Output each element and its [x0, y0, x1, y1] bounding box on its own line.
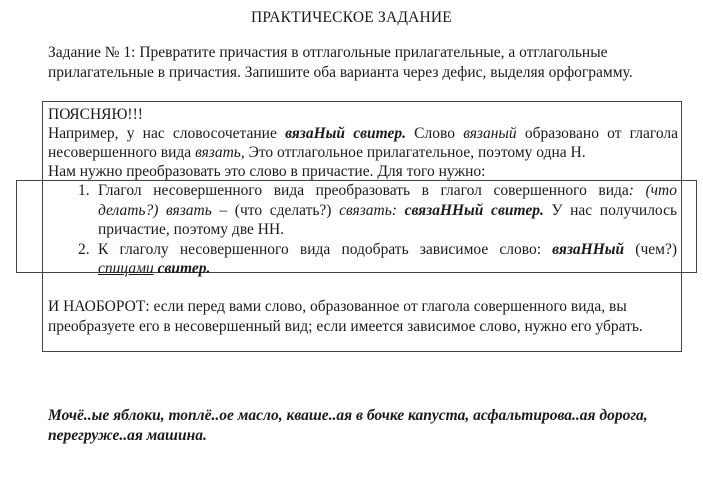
verb-perfective: связать:	[339, 201, 397, 219]
text: К глаголу несовершенного вида подобрать зависимое слово:	[98, 240, 553, 258]
explanation-paragraph-1	[48, 124, 678, 162]
text: образовано от глагола несовершенного вида	[48, 125, 678, 161]
text: – (что сделать?)	[211, 201, 340, 219]
explanation-text	[48, 105, 678, 181]
text: Это отглагольное прилагательное, поэтому одна Н.	[244, 144, 586, 161]
text: У нас получилось причастие, поэтому две НН.	[98, 201, 678, 238]
list-number: 2.	[78, 240, 90, 258]
list-item	[48, 240, 677, 279]
task-line-2: прилагательные в причастия. Запишите оба варианта через дефис, выделяя орфограмму.	[48, 64, 633, 81]
text	[397, 202, 405, 219]
participle-word: вязаННый	[552, 240, 625, 258]
task-line-1: Задание № 1: Превратите причастия в отглагольные прилагательные, а отглагольные	[48, 44, 608, 61]
verb-imperfective: вязать	[166, 201, 212, 219]
explanation-paragraph-2: Нам нужно преобразовать это слово в причастие. Для того нужно:	[48, 163, 486, 180]
exercise-words: Мочё..ые яблоки, топлё..ое масло, кваше..ая в бочке капуста, асфальтирова..ая дорога, перегруже..ая машина.	[48, 407, 648, 444]
participle-phrase: связаННый свитер.	[404, 201, 544, 219]
task-statement	[48, 43, 677, 83]
list-number: 1.	[78, 182, 90, 199]
dependent-word: спицами	[98, 260, 154, 277]
reverse-rule: И НАОБОРОТ: если перед вами слово, образованное от глагола совершенного вида, вы преобразуете его в несовершенный вид; если имеется зависимое слово, нужно его убрать.	[48, 298, 643, 335]
example-phrase: вязаНый свитер.	[285, 125, 406, 142]
steps-list	[48, 181, 677, 279]
text: Слово	[405, 125, 464, 142]
explanation-heading: ПОЯСНЯЮ!!!	[48, 106, 143, 123]
text: : (что делать?)	[98, 182, 677, 219]
text: (чем?)	[624, 240, 677, 258]
example-word: вязаный	[463, 125, 517, 142]
noun-word: свитер.	[157, 260, 211, 277]
text: Глагол несовершенного вида преобразовать в глагол совершенного вида	[98, 182, 629, 199]
list-item	[48, 181, 677, 240]
example-verb: вязать,	[195, 144, 245, 161]
text: Например, у нас словосочетание	[48, 125, 286, 142]
page-title: ПРАКТИЧЕСКОЕ ЗАДАНИЕ	[251, 9, 452, 26]
